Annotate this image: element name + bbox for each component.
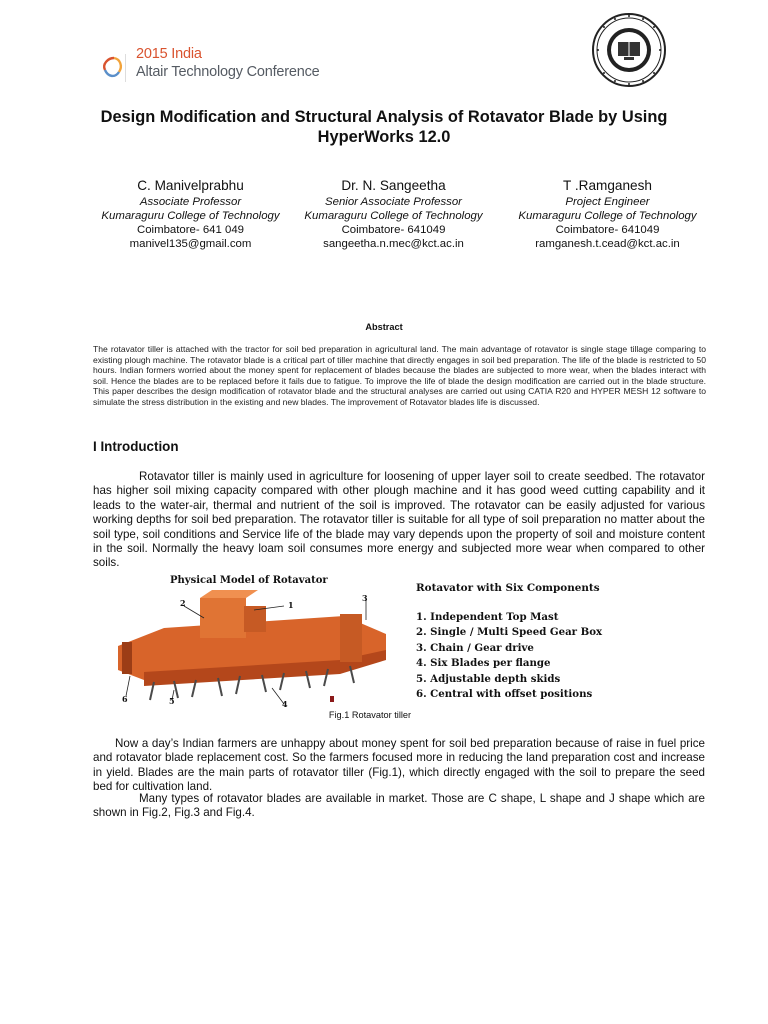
list-item: 5. Adjustable depth skids (416, 672, 561, 685)
body-paragraph: Many types of rotavator blades are available in market. Those are C shape, L shape and J shape which are shown in Fig.2, Fig.3 and Fig.4. (93, 792, 705, 820)
body-paragraph: Rotavator tiller is mainly used in agriculture for loosening of upper layer soil to create seedbed. The rotavator has higher soil mixing capacity compared with other plough machine and it has good weed cutting capability and it leads to the water-air, thermal and nutrient of the soil is improved. The rotavator can be easily adjusted for various working depths for soil bed preparation. The rotavator tiller is suitable for all type of soil preparation no matter about the soil type, soil conditions and Service life of the blade may vary depends upon the property of soil and moisture content in the soil. Normally the heavy loam soil consumes more energy and subjected more wear when compared to other soils. (93, 470, 705, 570)
figure-callout: 1 (288, 600, 294, 610)
author-city: Coimbatore- 641 049 (136, 224, 244, 236)
figure-callout: 4 (282, 699, 288, 709)
author-role: Senior Associate Professor (325, 196, 462, 208)
author-block (286, 177, 501, 251)
section-heading-introduction: I Introduction (93, 439, 179, 454)
list-item: 1. Independent Top Mast (416, 611, 559, 623)
list-item: 6. Central with offset positions (416, 688, 593, 701)
conference-year-label: 2015 India (136, 46, 202, 62)
conference-name-label: Altair Technology Conference (136, 64, 320, 80)
figure-callout: 3 (362, 593, 368, 603)
list-item: 4. Six Blades per flange (416, 657, 551, 670)
author-block (500, 177, 715, 251)
figure-component-list (416, 610, 602, 702)
list-item: 2. Single / Multi Speed Gear Box (416, 626, 603, 639)
body-paragraph: Now a day’s Indian farmers are unhappy about money spent for soil bed preparation because of raise in fuel price and rotavator blade replacement cost. So the farmers focused more in reducing the land preparation cost and increase in yield. Blades are the main parts of rotavator tiller (Fig.1), which directly engaged with the soil to prepare the seed bed for cultivation land. (93, 737, 705, 794)
author-affiliation: Kumaraguru College of Technology (101, 210, 280, 222)
author-city: Coimbatore- 641049 (555, 224, 660, 236)
paper-title: Design Modification and Structural Analysis of Rotavator Blade by Using HyperWorks 12.0 (100, 108, 668, 146)
list-item: 3. Chain / Gear drive (416, 641, 534, 654)
conference-logo-icon (100, 54, 126, 82)
author-affiliation: Kumaraguru College of Technology (304, 210, 483, 222)
author-affiliation: Kumaraguru College of Technology (518, 210, 697, 222)
author-name: Dr. N. Sangeetha (341, 178, 446, 193)
author-block (83, 177, 298, 251)
figure-callout: 5 (169, 696, 175, 706)
author-email[interactable]: ramganesh.t.cead@kct.ac.in (535, 238, 680, 250)
author-role: Associate Professor (139, 196, 242, 208)
abstract-text: The rotavator tiller is attached with the tractor for soil bed preparation in agricultural land. The main advantage of rotavator is single stage tillage comparing to existing plough machine. The rotavator blade is a critical part of tiller machine that directly engages in soil bed preparation. The life of the blade is restricted to 50 hours. Indian formers worried about the money spent for replacement of blades because the blades are subjected to more wear, when the blades interact with soil. Hence the blades are to be replaced before it fails due to fatigue. To improve the life of blade the design modification are carried out in the blade structure. This paper describes the design modification of rotavator blade and the structural analyses are carried out using CATIA R20 and HYPER MESH 12 software to simulate the stress distribution in the existing and new blades. The improvement of Rotavator blades life is discussed. (93, 344, 706, 407)
author-name: C. Manivelprabhu (137, 178, 244, 193)
college-seal-icon (578, 12, 680, 88)
figure-right-title: Rotavator with Six Components (416, 582, 600, 594)
abstract-heading: Abstract (365, 322, 403, 332)
author-name: T .Ramganesh (563, 178, 652, 193)
author-role: Project Engineer (565, 196, 650, 208)
figure-callout: 6 (122, 694, 128, 704)
author-email[interactable]: manivel135@gmail.com (129, 238, 252, 250)
author-city: Coimbatore- 641049 (341, 224, 446, 236)
figure-left-title: Physical Model of Rotavator (170, 575, 328, 586)
figure-caption: Fig.1 Rotavator tiller (328, 710, 412, 720)
figure-callout: 2 (180, 598, 186, 608)
author-email[interactable]: sangeetha.n.mec@kct.ac.in (323, 238, 464, 250)
